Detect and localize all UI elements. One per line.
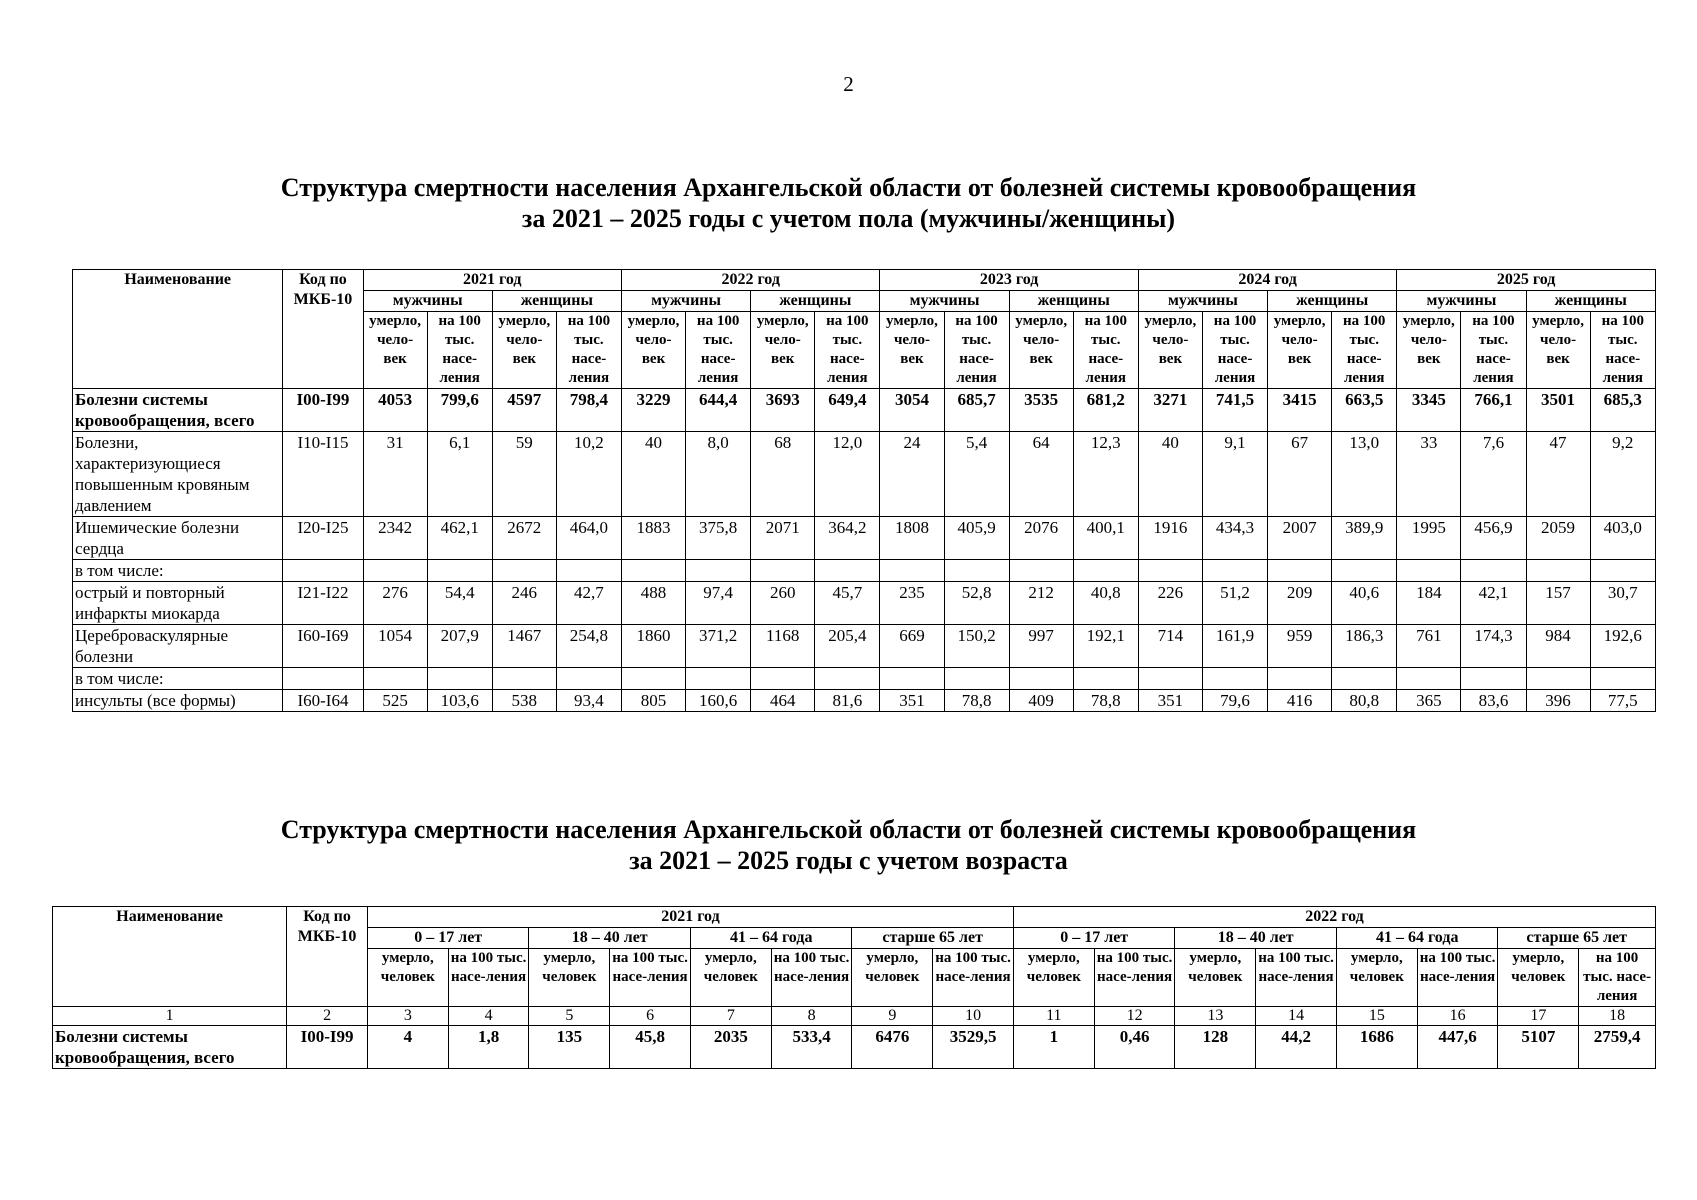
- t1-cell: 205,4: [815, 625, 880, 668]
- t1-cell: 79,6: [1202, 690, 1267, 712]
- t1-cell: 766,1: [1461, 389, 1526, 432]
- t1-cell: 396: [1526, 690, 1590, 712]
- t1-cell: 685,7: [944, 389, 1009, 432]
- t2-header-died: умерло, человек: [852, 949, 933, 1007]
- t1-header-code: Код по МКБ-10: [283, 270, 363, 389]
- t1-cell: 351: [880, 690, 944, 712]
- t1-cell: 488: [621, 582, 685, 625]
- t1-cell: 3693: [751, 389, 815, 432]
- t1-cell: 3535: [1009, 389, 1073, 432]
- t1-cell: 9,2: [1590, 432, 1655, 517]
- t1-header-per100k: на 100 тыс. насе-ления: [1202, 312, 1267, 389]
- t1-header-per100k: на 100 тыс. насе-ления: [944, 312, 1009, 389]
- t1-cell: 434,3: [1202, 517, 1267, 560]
- t1-header-female: женщины: [751, 291, 880, 312]
- t2-column-number: 7: [690, 1007, 771, 1026]
- t1-cell: 997: [1009, 625, 1073, 668]
- t1-row-code: [283, 560, 363, 582]
- t2-cell: 447,6: [1417, 1026, 1498, 1069]
- t1-cell: 364,2: [815, 517, 880, 560]
- t2-column-number: 18: [1579, 1007, 1656, 1026]
- t1-cell: 456,9: [1461, 517, 1526, 560]
- t1-header-died: умерло, чело-век: [492, 312, 556, 389]
- t1-header-year: 2022 год: [621, 270, 879, 291]
- section1-title-line2: за 2021 – 2025 годы с учетом пола (мужчины/женщины): [521, 204, 1176, 233]
- t1-cell: [1268, 668, 1332, 690]
- section1-title-line1: Структура смертности населения Архангельской области от болезней системы кровообращения: [280, 173, 1417, 202]
- t1-cell: 186,3: [1332, 625, 1397, 668]
- section1-title: [0, 172, 1697, 234]
- t1-cell: 409: [1009, 690, 1073, 712]
- t2-header-died: умерло, человек: [690, 949, 771, 1007]
- t1-row-code: [283, 668, 363, 690]
- t2-column-number: 17: [1498, 1007, 1579, 1026]
- t1-cell: 59: [492, 432, 556, 517]
- t1-cell: 644,4: [686, 389, 751, 432]
- t2-year-header-row: [53, 907, 1656, 928]
- t1-cell: 42,1: [1461, 582, 1526, 625]
- t2-cell: 1686: [1336, 1026, 1417, 1069]
- t1-cell: 3345: [1397, 389, 1461, 432]
- t1-header-male: мужчины: [1138, 291, 1267, 312]
- t1-header-died: умерло, чело-век: [880, 312, 944, 389]
- t1-row-name: Болезни, характеризующиеся повышенным кровяным давлением: [73, 432, 283, 517]
- t1-cell: 805: [621, 690, 685, 712]
- t1-cell: 184: [1397, 582, 1461, 625]
- t1-cell: 649,4: [815, 389, 880, 432]
- t1-cell: 150,2: [944, 625, 1009, 668]
- t1-cell: [621, 560, 685, 582]
- t1-cell: 761: [1397, 625, 1461, 668]
- t1-cell: 209: [1268, 582, 1332, 625]
- t1-cell: 81,6: [815, 690, 880, 712]
- t1-cell: 77,5: [1590, 690, 1655, 712]
- t2-row-name: Болезни системы кровообращения, всего: [53, 1026, 287, 1069]
- t1-cell: [427, 668, 492, 690]
- t1-row-code: I60-I69: [283, 625, 363, 668]
- t2-column-number: 3: [367, 1007, 448, 1026]
- t1-row-code: I10-I15: [283, 432, 363, 517]
- t1-row-code: I21-I22: [283, 582, 363, 625]
- t1-cell: [815, 668, 880, 690]
- t1-cell: 959: [1268, 625, 1332, 668]
- t1-cell: 663,5: [1332, 389, 1397, 432]
- t1-cell: [363, 668, 427, 690]
- t1-cell: 246: [492, 582, 556, 625]
- t1-cell: 226: [1138, 582, 1202, 625]
- t2-column-number: 13: [1175, 1007, 1256, 1026]
- t1-cell: 52,8: [944, 582, 1009, 625]
- t2-header-died: умерло, человек: [1336, 949, 1417, 1007]
- t2-column-number-row: [53, 1007, 1656, 1026]
- t1-row-code: I60-I64: [283, 690, 363, 712]
- t1-cell: 1883: [621, 517, 685, 560]
- t1-cell: 235: [880, 582, 944, 625]
- t2-cell: 1: [1013, 1026, 1094, 1069]
- t1-cell: [944, 668, 1009, 690]
- t1-year-header-row: [73, 270, 1656, 291]
- t1-row: [73, 582, 1656, 625]
- t1-cell: 538: [492, 690, 556, 712]
- t1-cell: [944, 560, 1009, 582]
- t1-cell: 54,4: [427, 582, 492, 625]
- t1-header-per100k: на 100 тыс. насе-ления: [427, 312, 492, 389]
- t2-header-per100k: на 100 тыс. насе-ления: [1256, 949, 1337, 1007]
- t1-cell: 714: [1138, 625, 1202, 668]
- t1-cell: 799,6: [427, 389, 492, 432]
- t1-cell: 67: [1268, 432, 1332, 517]
- t1-cell: 1860: [621, 625, 685, 668]
- t1-cell: 5,4: [944, 432, 1009, 517]
- t2-column-number: 2: [287, 1007, 368, 1026]
- t1-cell: 2071: [751, 517, 815, 560]
- t2-header-per100k: на 100 тыс. насе-ления: [1417, 949, 1498, 1007]
- t1-header-female: женщины: [1009, 291, 1138, 312]
- t1-row-name: Болезни системы кровообращения, всего: [73, 389, 283, 432]
- t1-cell: [1009, 668, 1073, 690]
- t2-cell: 3529,5: [933, 1026, 1014, 1069]
- t1-row: [73, 625, 1656, 668]
- t2-cell: 1,8: [448, 1026, 529, 1069]
- t2-header-per100k: на 100 тыс. насе-ления: [933, 949, 1014, 1007]
- t1-cell: 254,8: [556, 625, 621, 668]
- t1-cell: 64: [1009, 432, 1073, 517]
- t1-cell: 10,2: [556, 432, 621, 517]
- t1-cell: 13,0: [1332, 432, 1397, 517]
- t2-header-age: 18 – 40 лет: [529, 928, 691, 949]
- t1-cell: 1995: [1397, 517, 1461, 560]
- t1-row-name: Цереброваскулярные болезни: [73, 625, 283, 668]
- t1-cell: [621, 668, 685, 690]
- t1-cell: [1138, 668, 1202, 690]
- t1-cell: 207,9: [427, 625, 492, 668]
- t1-cell: 798,4: [556, 389, 621, 432]
- t1-cell: 685,3: [1590, 389, 1655, 432]
- t1-cell: 405,9: [944, 517, 1009, 560]
- t1-cell: [1332, 560, 1397, 582]
- t1-header-year: 2023 год: [880, 270, 1138, 291]
- t1-cell: 80,8: [1332, 690, 1397, 712]
- t1-cell: 192,6: [1590, 625, 1655, 668]
- t2-column-number: 6: [610, 1007, 691, 1026]
- t1-cell: [1590, 560, 1655, 582]
- t1-cell: 97,4: [686, 582, 751, 625]
- t2-cell: 135: [529, 1026, 610, 1069]
- t1-header-female: женщины: [1268, 291, 1397, 312]
- t2-row-code: I00-I99: [287, 1026, 368, 1069]
- t1-header-died: умерло, чело-век: [1397, 312, 1461, 389]
- t1-cell: 389,9: [1332, 517, 1397, 560]
- t1-cell: 6,1: [427, 432, 492, 517]
- t1-row-code: I00-I99: [283, 389, 363, 432]
- t1-cell: 2059: [1526, 517, 1590, 560]
- t1-cell: 3271: [1138, 389, 1202, 432]
- t1-cell: [1138, 560, 1202, 582]
- t2-cell: 44,2: [1256, 1026, 1337, 1069]
- t1-header-per100k: на 100 тыс. насе-ления: [556, 312, 621, 389]
- t2-cell: 4: [367, 1026, 448, 1069]
- t1-cell: 40,8: [1073, 582, 1138, 625]
- t1-cell: 1054: [363, 625, 427, 668]
- t2-header-age: 0 – 17 лет: [367, 928, 529, 949]
- t2-column-number: 16: [1417, 1007, 1498, 1026]
- t2-cell: 0,46: [1094, 1026, 1175, 1069]
- page-number: 2: [843, 72, 854, 96]
- t1-cell: 260: [751, 582, 815, 625]
- t1-cell: 40,6: [1332, 582, 1397, 625]
- t1-cell: 30,7: [1590, 582, 1655, 625]
- t1-cell: [1073, 668, 1138, 690]
- t1-cell: [1461, 560, 1526, 582]
- t1-cell: 2076: [1009, 517, 1073, 560]
- t2-header-per100k: на 100 тыс. насе-ления: [610, 949, 691, 1007]
- t2-header-per100k: на 100 тыс. насе-ления: [1579, 949, 1656, 1007]
- t1-cell: 464: [751, 690, 815, 712]
- t1-cell: 3501: [1526, 389, 1590, 432]
- t2-header-age: 41 – 64 года: [1336, 928, 1498, 949]
- t1-header-died: умерло, чело-век: [1268, 312, 1332, 389]
- t1-cell: 7,6: [1461, 432, 1526, 517]
- t1-cell: [363, 560, 427, 582]
- t2-column-number: 10: [933, 1007, 1014, 1026]
- t1-cell: 12,3: [1073, 432, 1138, 517]
- t2-cell: 45,8: [610, 1026, 691, 1069]
- t2-header-age: старше 65 лет: [1498, 928, 1656, 949]
- t1-cell: 416: [1268, 690, 1332, 712]
- t1-cell: [1268, 560, 1332, 582]
- t1-cell: 78,8: [944, 690, 1009, 712]
- t1-cell: 47: [1526, 432, 1590, 517]
- t2-cell: 2759,4: [1579, 1026, 1656, 1069]
- t1-cell: 2342: [363, 517, 427, 560]
- t1-cell: 192,1: [1073, 625, 1138, 668]
- t1-cell: [1526, 560, 1590, 582]
- t1-cell: [1009, 560, 1073, 582]
- t1-row: [73, 560, 1656, 582]
- t1-cell: 8,0: [686, 432, 751, 517]
- t1-row-name: острый и повторный инфаркты миокарда: [73, 582, 283, 625]
- t1-header-died: умерло, чело-век: [363, 312, 427, 389]
- t1-cell: 83,6: [1461, 690, 1526, 712]
- t2-cell: 2035: [690, 1026, 771, 1069]
- t1-header-died: умерло, чело-век: [621, 312, 685, 389]
- t1-cell: 40: [621, 432, 685, 517]
- t2-cell: 5107: [1498, 1026, 1579, 1069]
- t1-cell: [751, 560, 815, 582]
- t2-header-age: 0 – 17 лет: [1013, 928, 1175, 949]
- t1-row-code: I20-I25: [283, 517, 363, 560]
- t1-cell: 3054: [880, 389, 944, 432]
- t1-cell: 1168: [751, 625, 815, 668]
- t2-cell: 533,4: [771, 1026, 852, 1069]
- t1-cell: 161,9: [1202, 625, 1267, 668]
- t1-header-per100k: на 100 тыс. насе-ления: [815, 312, 880, 389]
- t2-column-number: 11: [1013, 1007, 1094, 1026]
- t1-cell: 212: [1009, 582, 1073, 625]
- t1-row: [73, 432, 1656, 517]
- t1-cell: 103,6: [427, 690, 492, 712]
- t1-row-name: в том числе:: [73, 560, 283, 582]
- t2-header-age: 18 – 40 лет: [1175, 928, 1337, 949]
- t1-header-per100k: на 100 тыс. насе-ления: [1073, 312, 1138, 389]
- t1-cell: 984: [1526, 625, 1590, 668]
- t1-cell: 365: [1397, 690, 1461, 712]
- t2-column-number: 1: [53, 1007, 287, 1026]
- t2-cell: 128: [1175, 1026, 1256, 1069]
- t1-cell: [1590, 668, 1655, 690]
- t2-column-number: 12: [1094, 1007, 1175, 1026]
- t2-header-per100k: на 100 тыс. насе-ления: [771, 949, 852, 1007]
- t1-header-per100k: на 100 тыс. насе-ления: [1332, 312, 1397, 389]
- t1-cell: [1526, 668, 1590, 690]
- t1-cell: 3415: [1268, 389, 1332, 432]
- t1-header-name: Наименование: [73, 270, 283, 389]
- t1-header-died: умерло, чело-век: [1138, 312, 1202, 389]
- mortality-by-age-table: [52, 906, 1656, 1069]
- t1-cell: [1202, 668, 1267, 690]
- t1-cell: [1397, 668, 1461, 690]
- t1-row: [73, 389, 1656, 432]
- t1-cell: 375,8: [686, 517, 751, 560]
- t1-header-died: умерло, чело-век: [1526, 312, 1590, 389]
- t1-cell: [556, 560, 621, 582]
- t1-cell: 68: [751, 432, 815, 517]
- t1-cell: [1397, 560, 1461, 582]
- t1-cell: 31: [363, 432, 427, 517]
- t1-header-female: женщины: [492, 291, 621, 312]
- t1-cell: 12,0: [815, 432, 880, 517]
- t2-column-number: 5: [529, 1007, 610, 1026]
- t2-column-number: 15: [1336, 1007, 1417, 1026]
- t1-cell: 371,2: [686, 625, 751, 668]
- t1-header-died: умерло, чело-век: [1009, 312, 1073, 389]
- t1-row-name: Ишемические болезни сердца: [73, 517, 283, 560]
- t1-cell: 525: [363, 690, 427, 712]
- mortality-by-sex-table: [72, 269, 1656, 712]
- t1-cell: 174,3: [1461, 625, 1526, 668]
- t1-cell: [1073, 560, 1138, 582]
- t1-header-per100k: на 100 тыс. насе-ления: [686, 312, 751, 389]
- t1-row: [73, 517, 1656, 560]
- section2-title-line2: за 2021 – 2025 годы с учетом возраста: [629, 846, 1068, 875]
- t1-header-died: умерло, чело-век: [751, 312, 815, 389]
- t1-cell: [1461, 668, 1526, 690]
- t1-cell: 4053: [363, 389, 427, 432]
- t1-row: [73, 668, 1656, 690]
- t1-cell: 160,6: [686, 690, 751, 712]
- t2-column-number: 4: [448, 1007, 529, 1026]
- t2-header-year: 2022 год: [1013, 907, 1655, 928]
- t1-header-male: мужчины: [621, 291, 750, 312]
- t1-cell: [1332, 668, 1397, 690]
- t1-cell: 93,4: [556, 690, 621, 712]
- t1-cell: [880, 560, 944, 582]
- t1-cell: 2007: [1268, 517, 1332, 560]
- t1-header-per100k: на 100 тыс. насе-ления: [1590, 312, 1655, 389]
- t2-header-code: Код по МКБ-10: [287, 907, 368, 1007]
- t1-cell: 157: [1526, 582, 1590, 625]
- t1-cell: 464,0: [556, 517, 621, 560]
- t1-header-female: женщины: [1526, 291, 1656, 312]
- t1-cell: 1916: [1138, 517, 1202, 560]
- t1-header-year: 2024 год: [1138, 270, 1396, 291]
- t1-cell: 681,2: [1073, 389, 1138, 432]
- t1-cell: 33: [1397, 432, 1461, 517]
- t1-cell: 24: [880, 432, 944, 517]
- t1-cell: [686, 560, 751, 582]
- t1-cell: 78,8: [1073, 690, 1138, 712]
- t1-cell: 741,5: [1202, 389, 1267, 432]
- t1-header-male: мужчины: [363, 291, 492, 312]
- t1-cell: 400,1: [1073, 517, 1138, 560]
- t1-cell: 1467: [492, 625, 556, 668]
- t1-header-per100k: на 100 тыс. насе-ления: [1461, 312, 1526, 389]
- section2-title-line1: Структура смертности населения Архангельской области от болезней системы кровообращения: [280, 815, 1417, 844]
- t1-row-name: в том числе:: [73, 668, 283, 690]
- t2-header-died: умерло, человек: [1013, 949, 1094, 1007]
- t1-cell: 4597: [492, 389, 556, 432]
- t1-header-male: мужчины: [880, 291, 1009, 312]
- t1-row: [73, 690, 1656, 712]
- t1-header-male: мужчины: [1397, 291, 1526, 312]
- t1-cell: 40: [1138, 432, 1202, 517]
- t1-cell: 1808: [880, 517, 944, 560]
- t2-column-number: 8: [771, 1007, 852, 1026]
- t1-cell: 51,2: [1202, 582, 1267, 625]
- t1-cell: 403,0: [1590, 517, 1655, 560]
- t1-cell: [880, 668, 944, 690]
- t1-cell: [751, 668, 815, 690]
- t2-column-number: 9: [852, 1007, 933, 1026]
- t1-cell: [1202, 560, 1267, 582]
- t1-cell: 669: [880, 625, 944, 668]
- t1-cell: 3229: [621, 389, 685, 432]
- t1-header-year: 2021 год: [363, 270, 621, 291]
- t2-row: [53, 1026, 1656, 1069]
- t2-header-age: 41 – 64 года: [690, 928, 852, 949]
- t2-header-name: Наименование: [53, 907, 287, 1007]
- t2-cell: 6476: [852, 1026, 933, 1069]
- t1-cell: 45,7: [815, 582, 880, 625]
- t2-header-died: умерло, человек: [1498, 949, 1579, 1007]
- t1-cell: [686, 668, 751, 690]
- t1-cell: 462,1: [427, 517, 492, 560]
- t2-header-age: старше 65 лет: [852, 928, 1014, 949]
- t1-cell: 42,7: [556, 582, 621, 625]
- t2-header-died: умерло, человек: [529, 949, 610, 1007]
- t1-header-year: 2025 год: [1397, 270, 1656, 291]
- t1-cell: [427, 560, 492, 582]
- t2-header-died: умерло, человек: [1175, 949, 1256, 1007]
- t1-cell: [492, 560, 556, 582]
- t1-row-name: инсульты (все формы): [73, 690, 283, 712]
- t2-header-per100k: на 100 тыс. насе-ления: [448, 949, 529, 1007]
- t1-cell: 351: [1138, 690, 1202, 712]
- t2-header-year: 2021 год: [367, 907, 1013, 928]
- t1-cell: [492, 668, 556, 690]
- t2-header-died: умерло, человек: [367, 949, 448, 1007]
- t1-cell: 2672: [492, 517, 556, 560]
- t2-header-per100k: на 100 тыс. насе-ления: [1094, 949, 1175, 1007]
- section2-title: [0, 814, 1697, 876]
- t1-cell: 9,1: [1202, 432, 1267, 517]
- t1-cell: [556, 668, 621, 690]
- t1-cell: 276: [363, 582, 427, 625]
- t1-cell: [815, 560, 880, 582]
- t2-column-number: 14: [1256, 1007, 1337, 1026]
